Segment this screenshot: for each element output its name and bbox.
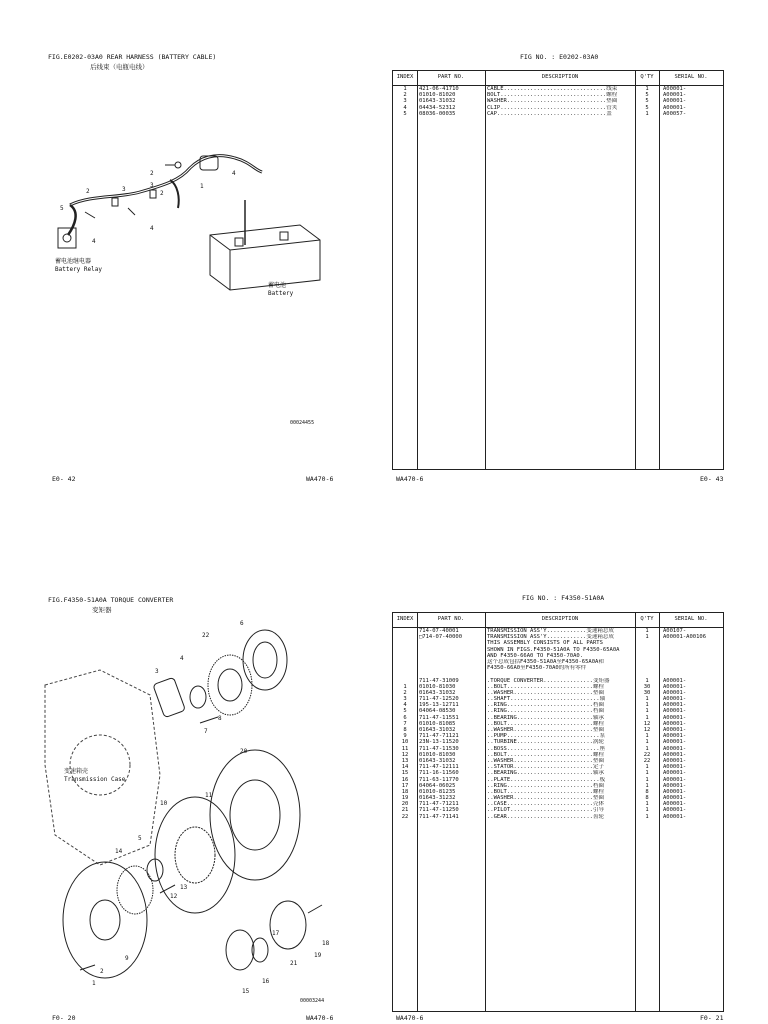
col-part: PART NO. — [437, 616, 465, 622]
callout: 20 — [240, 748, 248, 755]
cell-desc: ..STATOR........................定子 — [487, 764, 604, 771]
cell-serial: A00001- — [663, 708, 687, 715]
callout: 11 — [205, 792, 213, 799]
cell-qty: 1 — [645, 714, 649, 721]
cell-index: 22 — [401, 813, 409, 820]
cell-serial: A00001- — [663, 702, 687, 709]
callout: 21 — [290, 960, 298, 967]
parts-table — [392, 70, 724, 470]
cell-desc: ..SHAFT...........................轴 — [487, 696, 606, 703]
cell-qty: 1 — [645, 110, 649, 117]
cell-part: 01643-31032 — [419, 98, 456, 105]
cell-qty: 30 — [643, 683, 651, 690]
cell-desc: WASHER..............................垫圈 — [487, 98, 618, 105]
cell-index: 2 — [403, 92, 407, 99]
cell-part: 711-47-31009 — [419, 677, 459, 684]
cell-part: 23N-13-11520 — [419, 739, 459, 746]
page-footer-left: WA470-6 — [396, 475, 424, 483]
callout: 12 — [170, 893, 178, 900]
callout: 1 — [92, 980, 96, 987]
drawing-number: 00003244 — [300, 998, 325, 1004]
cell-desc: .TORQUE CONVERTER...............变矩器 — [487, 677, 610, 684]
callout: 9 — [125, 955, 129, 962]
cell-desc: ..RING..........................档圈 — [487, 702, 604, 709]
cell-qty: 1 — [645, 702, 649, 709]
cell-part: 711-63-11770 — [419, 776, 459, 783]
cell-index: 7 — [403, 720, 407, 727]
cell-part: 195-13-12711 — [419, 702, 459, 709]
callout: 16 — [262, 978, 270, 985]
fig-number: FIG NO. : F4350-51A0A — [522, 594, 605, 602]
cell-desc: AND F4350-66A0 TO F4350-70A0. — [487, 652, 584, 659]
cell-part: 01010-81020 — [419, 92, 456, 99]
page-footer-right: F0- 21 — [700, 1014, 724, 1022]
cell-index: 5 — [403, 110, 407, 117]
callout: 6 — [240, 620, 244, 627]
cell-index: 20 — [401, 801, 409, 808]
cell-serial: A00001- — [663, 720, 687, 727]
cell-index: 1 — [403, 86, 407, 92]
cell-desc: ..WASHER........................垫圈 — [487, 689, 604, 696]
col-description: DESCRIPTION — [541, 616, 579, 622]
col-qty: Q'TY — [640, 74, 654, 80]
cell-part: 01643-31232 — [419, 795, 456, 802]
cell-index: 14 — [401, 764, 409, 771]
cell-part: 714-07-40001 — [419, 628, 459, 634]
cell-part: 01010-81030 — [419, 751, 456, 758]
cell-index: 4 — [403, 702, 407, 709]
cell-desc: TRANSMISSION ASS'Y............变速箱总成 — [487, 628, 614, 634]
cell-index: 18 — [401, 788, 409, 795]
harness-diagram — [40, 140, 340, 300]
cell-desc: ..BOLT..........................螺栓 — [487, 788, 604, 795]
cell-serial: A00001- — [663, 98, 687, 105]
page-footer-right: WA470-6 — [306, 475, 334, 483]
cell-desc: TRANSMISSION ASS'Y............变速箱总成 — [487, 634, 614, 641]
cell-qty: 1 — [645, 634, 649, 641]
cell-desc: THIS ASSEMBLY CONSISTS OF ALL PARTS — [487, 640, 603, 647]
callout: 19 — [314, 952, 322, 959]
cell-desc: ..TURBINE.......................涡轮 — [487, 739, 604, 746]
fig-title: FIG.F4350-51A0A TORQUE CONVERTER — [48, 596, 174, 604]
callout: 5 — [60, 205, 64, 212]
cell-index: 13 — [401, 757, 409, 764]
cell-desc: ..WASHER........................垫圈 — [487, 727, 604, 733]
page-footer-right: E0- 43 — [700, 475, 724, 483]
callout: 2 — [100, 968, 104, 975]
cell-part: 711-47-71121 — [419, 733, 459, 740]
cell-part: 711-47-71141 — [419, 813, 459, 820]
callout: 10 — [160, 800, 168, 807]
cell-index: 3 — [403, 98, 407, 105]
cell-serial: A00001- — [663, 801, 687, 808]
cell-desc: SHOWN IN FIGS.F4350-51A0A TO F4350-65A0A — [487, 646, 620, 653]
cell-qty: 12 — [643, 720, 651, 727]
cell-serial: A00001- — [663, 782, 687, 789]
cell-part: 711-47-11530 — [419, 745, 459, 752]
fig-subtitle: 后线束（电瓶电线） — [90, 63, 149, 71]
cell-desc: ..WASHER........................垫圈 — [487, 795, 604, 802]
cell-qty: 22 — [643, 757, 651, 764]
cell-part: 711-47-71211 — [419, 801, 459, 808]
cell-serial: A00001- — [663, 776, 687, 783]
cell-serial: A00001- — [663, 807, 687, 814]
cell-serial: A00001- — [663, 770, 687, 777]
cell-qty: 1 — [645, 708, 649, 715]
cell-qty: 1 — [645, 696, 649, 703]
callout: 1 — [200, 183, 204, 190]
battery-label-en: Battery — [268, 290, 294, 297]
drawing-number: 00024455 — [290, 420, 315, 426]
cell-part: 01010-81085 — [419, 720, 456, 727]
cell-serial: A00001- — [663, 813, 687, 820]
cell-serial: A00057- — [663, 110, 687, 117]
col-description: DESCRIPTION — [541, 74, 579, 80]
callout: 4 — [232, 170, 236, 177]
callout: 2 — [150, 170, 154, 177]
cell-index: 17 — [401, 782, 409, 789]
cell-serial: A00001- — [663, 727, 687, 733]
cell-part: 01010-81030 — [419, 683, 456, 690]
cell-qty: 22 — [643, 751, 651, 758]
cell-part: 08036-00035 — [419, 110, 456, 117]
cell-serial: A00001- — [663, 757, 687, 764]
cell-part: 711-47-11551 — [419, 714, 459, 721]
cell-qty: 1 — [645, 776, 649, 783]
cell-desc: ..PLATE...........................板 — [487, 776, 606, 783]
cell-qty: 8 — [645, 788, 649, 795]
cell-serial: A00001- — [663, 733, 687, 740]
cell-serial: A00001- — [663, 739, 687, 746]
cell-serial: A00107- — [663, 628, 687, 634]
cell-index: 6 — [403, 714, 407, 721]
callout: 18 — [322, 940, 330, 947]
callout: 3 — [150, 182, 154, 189]
relay-label-cn: 蓄电池继电器 — [55, 258, 92, 265]
cell-serial: A00001-A00106 — [663, 634, 707, 641]
fig-number: FIG NO. : E0202-03A0 — [520, 53, 599, 61]
cell-serial: A00001- — [663, 92, 687, 99]
cell-desc: ..BOLT..........................螺栓 — [487, 751, 604, 758]
battery-label-cn: 蓄电池 — [268, 282, 287, 289]
cell-desc: ..WASHER........................垫圈 — [487, 757, 604, 764]
fig-title: FIG.E0202-03A0 REAR HARNESS (BATTERY CABLE) — [48, 53, 217, 61]
cell-desc: CLIP................................管夹 — [487, 104, 618, 111]
cell-part: 01010-81235 — [419, 788, 456, 795]
callout: 22 — [202, 632, 210, 639]
cell-desc: ..BOSS............................座 — [487, 745, 606, 752]
table-header — [393, 613, 723, 628]
callout: 5 — [138, 835, 142, 842]
cell-index: 11 — [401, 745, 409, 752]
cell-qty: 5 — [645, 92, 649, 99]
cell-serial: A00001- — [663, 689, 687, 696]
cell-desc: 这个总成包括F4350-51A0A至F4350-65A0A和 — [487, 658, 604, 665]
cell-index: 10 — [401, 739, 409, 746]
col-index: INDEX — [396, 74, 414, 80]
cell-index: 16 — [401, 776, 409, 783]
cell-part: 711-47-12111 — [419, 764, 459, 771]
callout: 3 — [155, 668, 159, 675]
cell-qty: 1 — [645, 782, 649, 789]
cell-qty: 1 — [645, 745, 649, 752]
table-row — [393, 814, 723, 820]
cell-desc: CABLE...............................线束 — [487, 86, 618, 92]
cell-part: 01643-31032 — [419, 727, 456, 733]
cell-desc: BOLT................................螺栓 — [487, 92, 618, 99]
col-part: PART NO. — [437, 74, 465, 80]
cell-index: 4 — [403, 104, 407, 111]
cell-qty: 5 — [645, 98, 649, 105]
cell-part: 01643-31032 — [419, 757, 456, 764]
cell-serial: A00001- — [663, 788, 687, 795]
cell-serial: A00001- — [663, 795, 687, 802]
cell-index: 2 — [403, 689, 407, 696]
col-serial: SERIAL NO. — [674, 616, 708, 622]
page-footer-left: F0- 20 — [52, 1014, 76, 1022]
callout: 13 — [180, 884, 188, 891]
col-qty: Q'TY — [640, 616, 654, 622]
cell-serial: A00001- — [663, 696, 687, 703]
callout: 2 — [86, 188, 90, 195]
cell-part: 421-06-41710 — [419, 86, 459, 92]
parts-table — [392, 612, 724, 1012]
cell-index: 8 — [403, 727, 407, 733]
relay-label-en: Battery Relay — [55, 266, 102, 273]
cell-desc: ..BEARING.......................轴承 — [487, 714, 604, 721]
cell-part: 04064-08530 — [419, 708, 456, 715]
cell-index: 19 — [401, 795, 409, 802]
cell-qty: 1 — [645, 733, 649, 740]
cell-desc: ..PILOT.........................引导 — [487, 807, 604, 814]
page-footer-left: WA470-6 — [396, 1014, 424, 1022]
callout: 15 — [242, 988, 250, 995]
cell-index: 21 — [401, 807, 409, 814]
cell-serial: A00001- — [663, 745, 687, 752]
cell-serial: A00001- — [663, 683, 687, 690]
cell-serial: A00001- — [663, 764, 687, 771]
cell-qty: 8 — [645, 795, 649, 802]
cell-serial: A00001- — [663, 751, 687, 758]
cell-desc: ..GEAR..........................齿轮 — [487, 813, 604, 820]
fig-subtitle: 变矩器 — [92, 606, 112, 614]
callout: 17 — [272, 930, 280, 937]
cell-desc: ..RING..........................档圈 — [487, 782, 604, 789]
cell-part: 04064-06025 — [419, 782, 456, 789]
cell-qty: 1 — [645, 764, 649, 771]
cell-index: 12 — [401, 751, 409, 758]
cell-desc: ..BEARING.......................轴承 — [487, 770, 604, 777]
cell-part: 01643-31032 — [419, 689, 456, 696]
callout: 7 — [204, 728, 208, 735]
col-index: INDEX — [396, 616, 414, 622]
cell-qty: 5 — [645, 104, 649, 111]
cell-part: □714-07-40000 — [419, 634, 463, 641]
page-footer-right: WA470-6 — [306, 1014, 334, 1022]
cell-desc: ..PUMP............................泵 — [487, 733, 606, 740]
cell-desc: ..CASE..........................壳体 — [487, 801, 604, 808]
cell-qty: 1 — [645, 807, 649, 814]
case-label-en: Transmission Case — [64, 776, 126, 783]
cell-part: 711-16-11560 — [419, 770, 459, 777]
table-body — [393, 628, 723, 820]
cell-qty: 1 — [645, 739, 649, 746]
cell-serial: A00001- — [663, 677, 687, 684]
callout: 2 — [160, 190, 164, 197]
callout: 3 — [122, 186, 126, 193]
cell-qty: 12 — [643, 727, 651, 733]
callout: 14 — [115, 848, 123, 855]
cell-qty: 30 — [643, 689, 651, 696]
cell-index: 9 — [403, 733, 407, 740]
callout: 4 — [150, 225, 154, 232]
cell-qty: 1 — [645, 813, 649, 820]
cell-serial: A00001- — [663, 104, 687, 111]
cell-serial: A00001- — [663, 714, 687, 721]
page-footer-left: E0- 42 — [52, 475, 76, 483]
cell-desc: ..BOLT..........................螺栓 — [487, 720, 604, 727]
cell-desc: ..RING..........................档圈 — [487, 708, 604, 715]
cell-qty: 1 — [645, 677, 649, 684]
cell-desc: CAP.................................盖 — [487, 110, 612, 117]
case-label-cn: 变速箱壳 — [64, 768, 89, 775]
table-row — [393, 111, 723, 117]
cell-part: 711-47-11250 — [419, 807, 459, 814]
cell-desc: ..BOLT..........................螺栓 — [487, 683, 604, 690]
cell-qty: 1 — [645, 801, 649, 808]
table-body — [393, 86, 723, 117]
cell-index: 5 — [403, 708, 407, 715]
col-serial: SERIAL NO. — [674, 74, 708, 80]
cell-index: 1 — [403, 683, 407, 690]
cell-qty: 1 — [645, 628, 649, 634]
cell-qty: 1 — [645, 86, 649, 92]
cell-serial: A00001- — [663, 86, 687, 92]
cell-index: 15 — [401, 770, 409, 777]
cell-part: 04434-52312 — [419, 104, 456, 111]
table-header — [393, 71, 723, 86]
cell-qty: 1 — [645, 770, 649, 777]
torque-converter-diagram — [40, 615, 340, 1015]
callout: 4 — [92, 238, 96, 245]
callout: 4 — [180, 655, 184, 662]
cell-index: 3 — [403, 696, 407, 703]
callout: 8 — [218, 715, 222, 722]
cell-part: 711-47-12520 — [419, 696, 459, 703]
cell-desc: F4350-66A0至F4350-70A0的所有零件 — [487, 665, 587, 672]
